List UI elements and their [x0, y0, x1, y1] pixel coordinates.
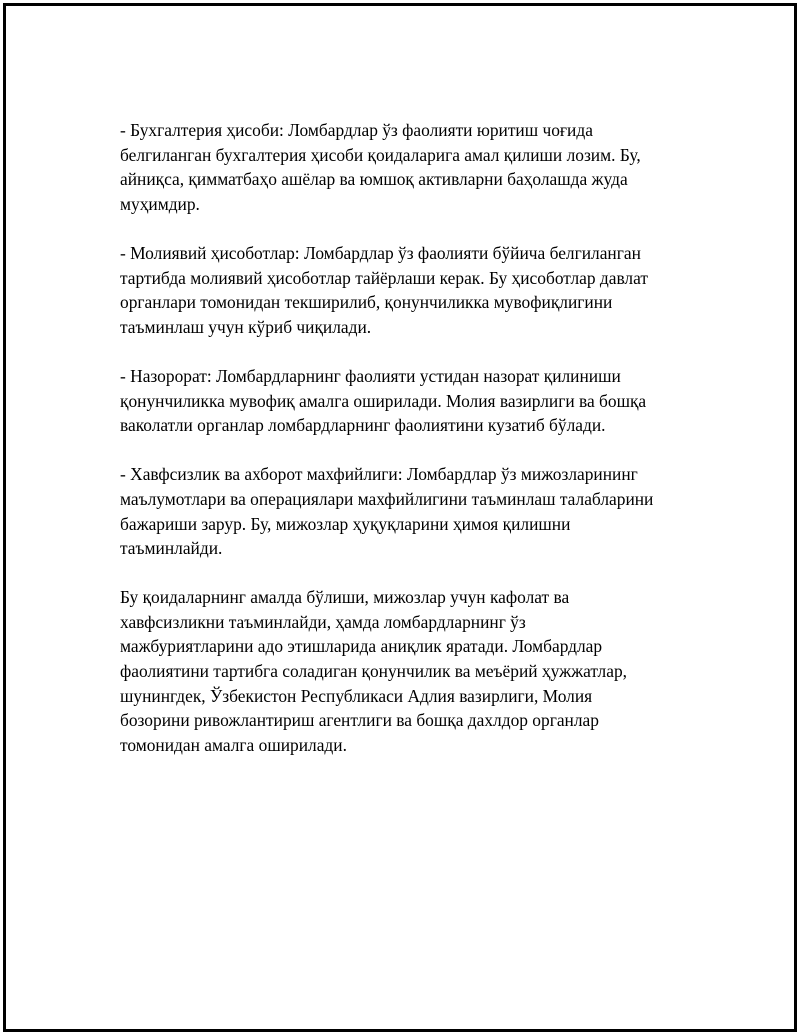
- paragraph-accounting: - Бухгалтерия ҳисоби: Ломбардлар ўз фаолияти юритиш чоғида белгиланган бухгалтерия ҳисоби қоидаларига амал қилиши лозим. Бу, айниқса, қимматбаҳо ашёлар ва юмшоқ активларни баҳолашда жуда муҳимдир.: [120, 120, 641, 214]
- document-body: [120, 118, 720, 782]
- paragraph-security-confidentiality: - Хавфсизлик ва ахборот махфийлиги: Ломбардлар ўз мижозларининг маълумотлари ва операциялари махфийлигини таъминлаш талабларини бажариши зарур. Бу, мижозлар ҳуқуқларини ҳимоя қилишни таъминлайди.: [120, 464, 654, 559]
- paragraph-supervision: - Назорорат: Ломбардларнинг фаолияти устидан назорат қилиниши қонунчиликка мувофиқ амалга оширилади. Молия вазирлиги ва бошқа ваколатли органлар ломбардларнинг фаолиятини кузатиб бўлади.: [120, 365, 647, 436]
- paragraph-conclusion: Бу қоидаларнинг амалда бўлиши, мижозлар учун кафолат ва хавфсизликни таъминлайди, ҳамда ломбардларнинг ўз мажбуриятларини адо этишларида аниқлик яратади. Ломбардлар фаолиятини тартибга соладиган қонунчилик ва меъёрий ҳужжатлар, шунингдек, Ўзбекистон Республикаси Адлия вазирлиги, Молия бозорини ривожлантириш агентлиги ва бошқа дахлдор органлар томонидан амалга оширилади.: [120, 587, 627, 755]
- paragraph-financial-reports: - Молиявий ҳисоботлар: Ломбардлар ўз фаолияти бўйича белгиланган тартибда молиявий ҳисоботлар тайёрлаши керак. Бу ҳисоботлар давлат органлари томонидан текширилиб, қонунчиликка мувофиқлигини таъминлаш учун кўриб чиқилади.: [120, 242, 648, 337]
- page-frame: [3, 3, 797, 1032]
